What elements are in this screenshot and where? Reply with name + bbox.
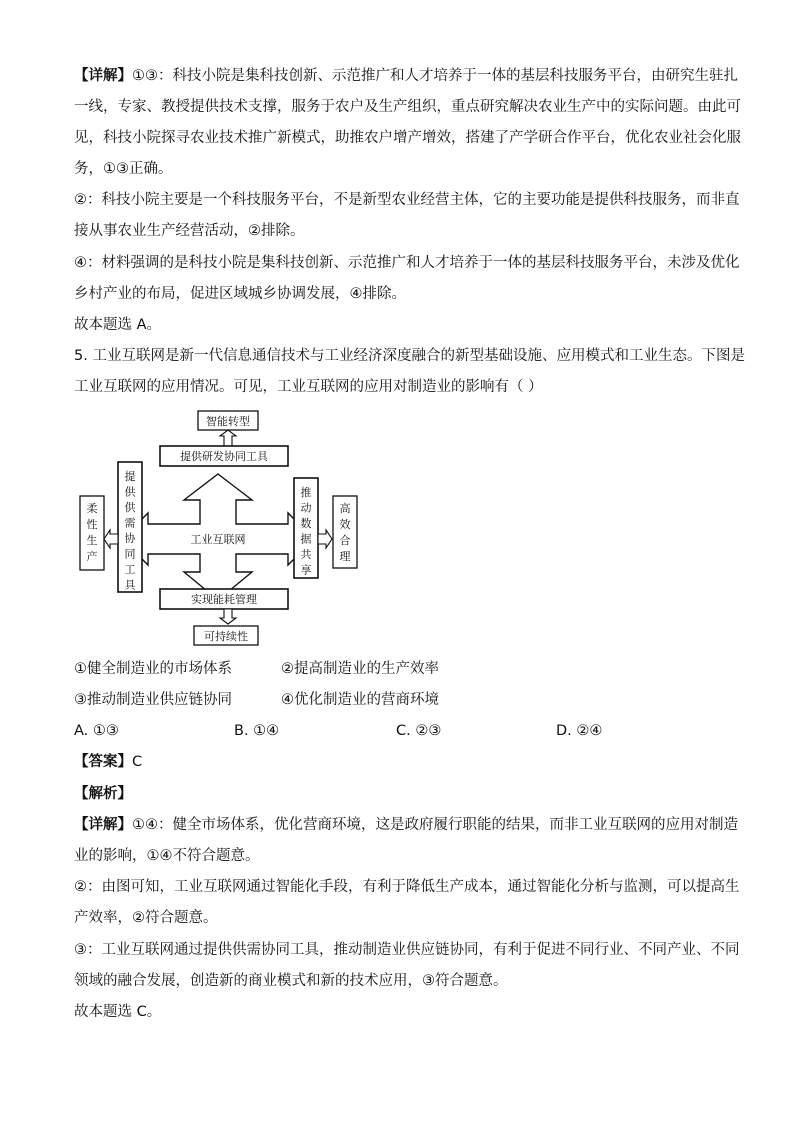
vertical-char: 具 <box>124 578 136 592</box>
center-label: 工业互联网 <box>190 533 246 546</box>
vertical-char: 动 <box>300 501 312 515</box>
vertical-char: 效 <box>339 518 351 531</box>
vertical-char: 数 <box>300 517 312 530</box>
detail-conclusion: 故本题选 C。 <box>74 1004 162 1020</box>
detail-line: 务，①③正确。 <box>74 161 173 177</box>
choice-d[interactable]: D. ②④ <box>556 723 603 739</box>
box-top-inner-label: 提供研发协同工具 <box>180 450 268 463</box>
choice-b[interactable]: B. ①④ <box>234 723 280 739</box>
vertical-char: 同 <box>124 547 136 561</box>
answer-tag: 【答案】 <box>74 754 132 770</box>
detail-line: 产效率，②符合题意。 <box>74 910 218 926</box>
vertical-char: 生 <box>86 534 98 547</box>
detail-line <box>74 66 738 86</box>
vertical-char: 理 <box>339 550 351 563</box>
analysis-tag: 【解析】 <box>74 786 132 802</box>
vertical-char: 产 <box>86 550 98 563</box>
vertical-char: 合 <box>339 534 351 547</box>
statement-item: ④优化制造业的营商环境 <box>281 692 439 708</box>
statement-item: ③推动制造业供应链协同 <box>74 692 232 708</box>
vertical-char: 共 <box>300 548 312 561</box>
detail-line: 见，科技小院探寻农业技术推广新模式，助推农户增产增效，搭建了产学研合作平台，优化农业社会化服 <box>74 130 741 146</box>
detail-line: 业的影响，①④不符合题意。 <box>74 848 260 864</box>
box-bottom-outer-label: 可持续性 <box>204 630 248 643</box>
down-arrow-icon <box>220 609 236 624</box>
detail-line: ②：科技小院主要是一个科技服务平台，不是新型农业经营主体，它的主要功能是提供科技服务，而非直 <box>74 192 740 208</box>
vertical-char: 协 <box>124 532 136 545</box>
detail-line: 接从事农业生产经营活动，②排除。 <box>74 223 305 239</box>
detail-line: 领域的融合发展，创造新的商业模式和新的技术应用，③符合题意。 <box>74 973 508 989</box>
vertical-char: 提 <box>124 470 136 483</box>
vertical-char: 供 <box>124 485 136 499</box>
vertical-char: 高 <box>339 502 351 515</box>
vertical-char: 享 <box>300 563 312 577</box>
question-stem: 工业互联网的应用情况。可见，工业互联网的应用对制造业的影响有（ ） <box>74 379 543 395</box>
detail-conclusion: 故本题选 A。 <box>74 317 162 333</box>
detail-text: ①③：科技小院是集科技创新、示范推广和人才培养于一体的基层科技服务平台，由研究生驻扎 <box>132 68 738 84</box>
right-arrow-icon <box>318 530 332 548</box>
choice-a[interactable]: A. ①③ <box>74 723 119 739</box>
detail-line: 乡村产业的布局，促进区域城乡协调发展，④排除。 <box>74 286 406 302</box>
vertical-char: 工 <box>124 563 136 576</box>
vertical-char: 性 <box>86 518 98 531</box>
statement-item: ②提高制造业的生产效率 <box>281 661 439 677</box>
vertical-char: 供 <box>124 501 136 514</box>
industrial-internet-diagram <box>74 408 374 648</box>
box-top-outer-label: 智能转型 <box>206 415 250 428</box>
answer-value: C <box>132 754 143 770</box>
detail-line: ②：由图可知，工业互联网通过智能化手段，有利于降低生产成本，通过智能化分析与监测，可以提高生 <box>74 879 740 895</box>
vertical-char: 需 <box>124 516 136 530</box>
detail-line: ④：材料强调的是科技小院是集科技创新、示范推广和人才培养于一体的基层科技服务平台，未涉及优化 <box>74 255 740 271</box>
detail-text: ①④：健全市场体系，优化营商环境，这是政府履行职能的结果，而非工业互联网的应用对制造 <box>132 817 738 833</box>
detail-tag: 【详解】 <box>74 68 132 84</box>
answer-line <box>74 752 724 772</box>
detail-line <box>74 815 738 835</box>
detail-line: 一线，专家、教授提供技术支撑，服务于农户及生产组织，重点研究解决农业生产中的实际问题。由此可 <box>74 99 741 115</box>
box-bottom-inner-label: 实现能耗管理 <box>191 593 257 606</box>
detail-line: ③：工业互联网通过提供供需协同工具，推动制造业供应链协同，有利于促进不同行业、不同产业、不同 <box>74 942 740 958</box>
detail-tag: 【详解】 <box>74 817 132 833</box>
vertical-char: 据 <box>300 532 312 546</box>
vertical-char: 推 <box>300 486 312 499</box>
vertical-char: 柔 <box>86 502 98 515</box>
left-arrow-icon <box>104 530 118 548</box>
choice-c[interactable]: C. ②③ <box>396 723 442 739</box>
up-arrow-icon <box>220 430 236 446</box>
question-stem: 5. 工业互联网是新一代信息通信技术与工业经济深度融合的新型基础设施、应用模式和工业生态。下图是 <box>74 348 745 364</box>
statement-item: ①健全制造业的市场体系 <box>74 661 232 677</box>
